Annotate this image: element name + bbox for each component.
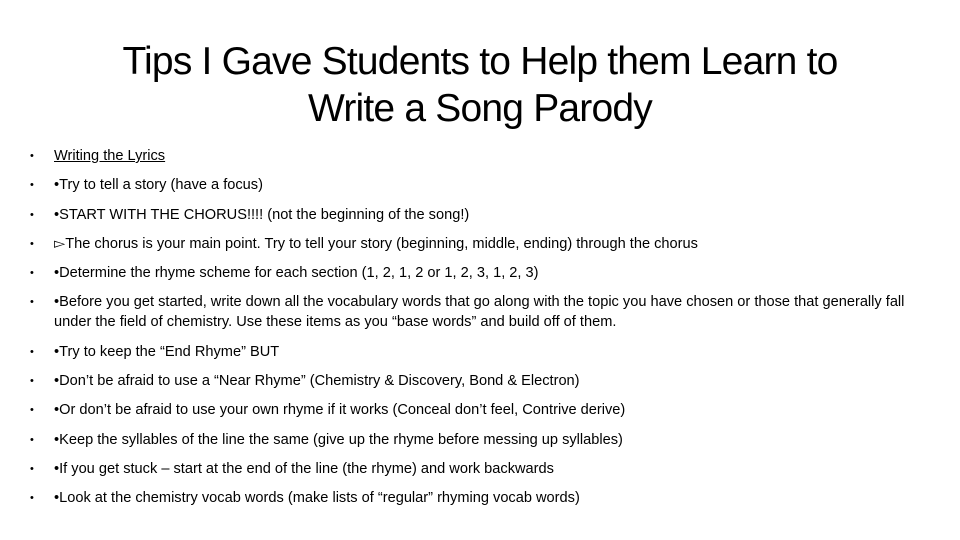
bullet-icon: • xyxy=(30,492,34,505)
bullet-icon: • xyxy=(30,208,34,221)
list-item-text: •Look at the chemistry vocab words (make lists of “regular” rhyming vocab words) xyxy=(54,490,580,507)
bullet-icon: • xyxy=(30,404,34,417)
bullet-icon: • xyxy=(30,150,34,162)
bullet-icon: • xyxy=(30,375,34,388)
list-item xyxy=(30,205,945,225)
list-item-text: •Before you get started, write down all the vocabulary words that go along with the topic you have chosen or those that generally fall under the field of chemistry. Use these items as you “base words” and build off of them. xyxy=(54,294,905,331)
bullet-icon: • xyxy=(30,179,34,192)
section-heading: Writing the Lyrics xyxy=(54,148,166,164)
list-item-text: •Try to tell a story (have a focus) xyxy=(54,177,263,194)
list-item-text: •START WITH THE CHORUS!!!! (not the beginning of the song!) xyxy=(54,206,470,223)
slide-title xyxy=(60,38,900,132)
bullet-list xyxy=(30,146,945,518)
list-item xyxy=(30,430,945,450)
list-item xyxy=(30,263,945,283)
bullet-icon: • xyxy=(30,433,34,446)
list-item-text: ▻The chorus is your main point. Try to tell your story (beginning, middle, ending) through the chorus xyxy=(54,235,698,252)
list-item xyxy=(30,400,945,420)
list-item-text: •Determine the rhyme scheme for each section (1, 2, 1, 2 or 1, 2, 3, 1, 2, 3) xyxy=(54,265,539,282)
list-item xyxy=(30,371,945,391)
list-item-text: •Keep the syllables of the line the same (give up the rhyme before messing up syllables) xyxy=(54,431,623,448)
list-item xyxy=(30,342,945,362)
list-item-text: •Or don’t be afraid to use your own rhyme if it works (Conceal don’t feel, Contrive derive) xyxy=(54,402,626,419)
bullet-icon: • xyxy=(30,237,34,250)
list-item xyxy=(30,292,945,332)
list-item-text: •Try to keep the “End Rhyme” BUT xyxy=(54,343,280,360)
bullet-icon: • xyxy=(30,296,34,309)
list-item-text: •Don’t be afraid to use a “Near Rhyme” (Chemistry & Discovery, Bond & Electron) xyxy=(54,373,580,390)
list-item xyxy=(30,488,945,508)
list-item xyxy=(30,234,945,254)
bullet-icon: • xyxy=(30,345,34,358)
list-item xyxy=(30,175,945,195)
title-line-2: Write a Song Parody xyxy=(308,87,652,130)
bullet-icon: • xyxy=(30,462,34,475)
list-item-text: •If you get stuck – start at the end of the line (the rhyme) and work backwards xyxy=(54,460,554,477)
bullet-icon: • xyxy=(30,267,34,280)
list-item xyxy=(30,146,945,166)
list-item xyxy=(30,459,945,479)
title-line-1: Tips I Gave Students to Help them Learn to xyxy=(122,40,838,83)
